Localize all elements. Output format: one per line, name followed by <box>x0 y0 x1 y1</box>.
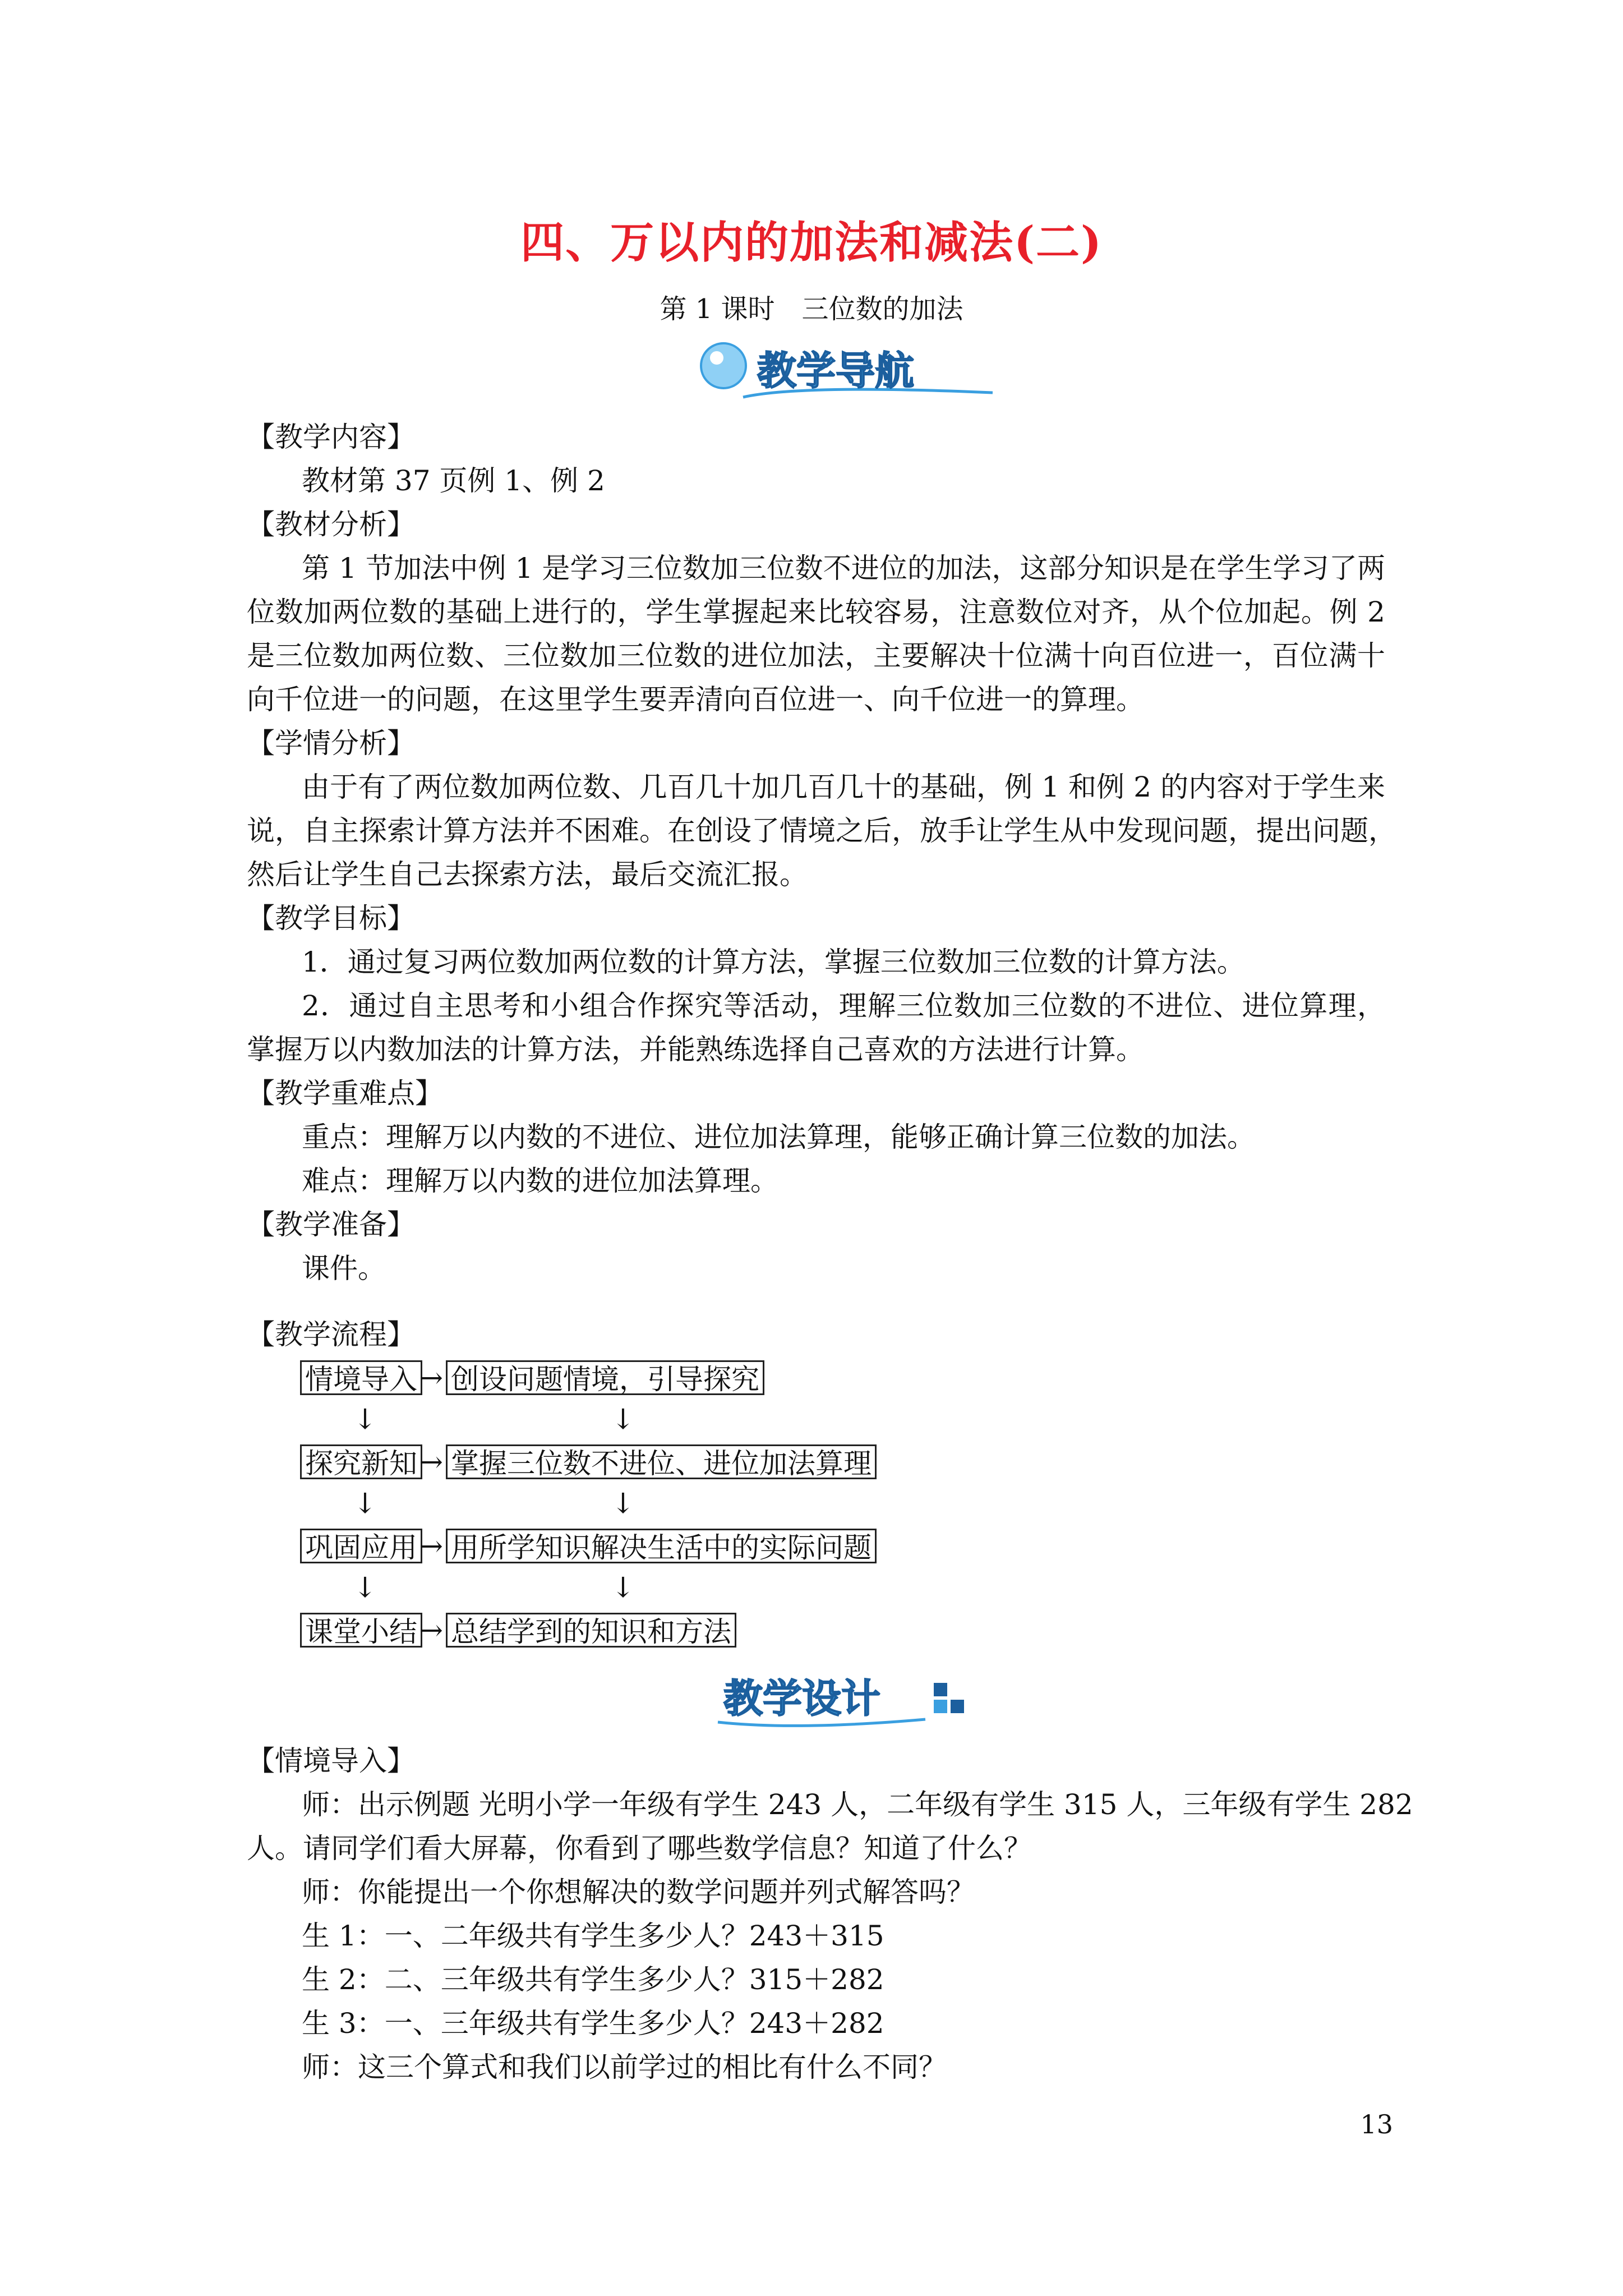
page-title: 四、万以内的加法和减法(二) <box>520 217 1103 268</box>
flow-desc-box: 用所学知识解决生活中的实际问题 <box>446 1529 877 1563</box>
material-line-4: 向千位进一的问题，在这里学生要弄清向百位进一、向千位进一的算理。 <box>247 683 1144 716</box>
heading-goals: 【教学目标】 <box>247 902 415 935</box>
teacher-line-2: 人。请同学们看大屏幕，你看到了哪些数学信息？知道了什么？ <box>247 1832 1032 1865</box>
flow-stage-box: 探究新知 <box>300 1444 422 1479</box>
teacher-line-1: 师：出示例题 光明小学一年级有学生 243 人，二年级有学生 315 人，三年级有学生 282 <box>302 1788 1413 1821</box>
banner-teaching-guide <box>690 331 1004 415</box>
banner-teaching-guide-text: 教学导航 <box>757 348 914 394</box>
student-answer-3: 生 3：一、三年级共有学生多少人？243＋282 <box>302 2007 884 2040</box>
goal-1: 1．通过复习两位数加两位数的计算方法，掌握三位数加三位数的计算方法。 <box>302 946 1245 978</box>
arrow-down-icon: ↓ <box>353 1487 377 1520</box>
heading-key-points: 【教学重难点】 <box>247 1077 443 1110</box>
arrow-down-icon: ↓ <box>611 1571 635 1604</box>
flow-desc-box: 掌握三位数不进位、进位加法算理 <box>446 1444 877 1479</box>
heading-student: 【学情分析】 <box>247 727 415 760</box>
flow-desc-box: 创设问题情境，引导探究 <box>446 1360 764 1395</box>
student-line-2: 说，自主探索计算方法并不困难。在创设了情境之后，放手让学生从中发现问题，提出问题， <box>247 815 1396 847</box>
heading-material: 【教材分析】 <box>247 508 415 541</box>
banner-teaching-guide-graphic <box>690 331 1004 415</box>
arrow-right-icon: → <box>419 1530 443 1562</box>
content-text: 教材第 37 页例 1、例 2 <box>302 464 605 497</box>
heading-preparation: 【教学准备】 <box>247 1208 415 1241</box>
arrow-right-icon: → <box>419 1614 443 1646</box>
preparation-text: 课件。 <box>302 1252 386 1285</box>
arrow-right-icon: → <box>419 1361 443 1394</box>
banner-teaching-design-graphic <box>712 1660 981 1739</box>
arrow-right-icon: → <box>419 1446 443 1478</box>
page-number: 13 <box>1360 2109 1393 2139</box>
lesson-subtitle: 第 1 课时 三位数的加法 <box>660 293 963 325</box>
arrow-down-icon: ↓ <box>611 1487 635 1520</box>
flow-desc-box: 总结学到的知识和方法 <box>446 1613 736 1648</box>
key-point: 重点：理解万以内数的不进位、进位加法算理，能够正确计算三位数的加法。 <box>302 1121 1255 1153</box>
arrow-down-icon: ↓ <box>353 1403 377 1435</box>
student-line-3: 然后让学生自己去探索方法，最后交流汇报。 <box>247 858 808 891</box>
banner-teaching-design <box>712 1660 981 1739</box>
flow-stage-box: 课堂小结 <box>300 1613 422 1648</box>
material-line-1: 第 1 节加法中例 1 是学习三位数加三位数不进位的加法，这部分知识是在学生学习了两 <box>302 552 1385 585</box>
difficult-point: 难点：理解万以内数的进位加法算理。 <box>302 1165 778 1197</box>
arrow-down-icon: ↓ <box>353 1571 377 1604</box>
goal-2-line-2: 掌握万以内数加法的计算方法，并能熟练选择自己喜欢的方法进行计算。 <box>247 1033 1144 1066</box>
goal-2-line-1: 2．通过自主思考和小组合作探究等活动，理解三位数加三位数的不进位、进位算理， <box>302 990 1385 1022</box>
flow-stage-box: 巩固应用 <box>300 1529 422 1563</box>
teacher-question-2: 师：这三个算式和我们以前学过的相比有什么不同？ <box>302 2051 947 2083</box>
heading-situation: 【情境导入】 <box>247 1745 415 1777</box>
student-answer-2: 生 2：二、三年级共有学生多少人？315＋282 <box>302 1963 884 1996</box>
material-line-3: 是三位数加两位数、三位数加三位数的进位加法，主要解决十位满十向百位进一，百位满十 <box>247 639 1385 672</box>
flow-stage-box: 情境导入 <box>300 1360 422 1395</box>
banner-teaching-design-text: 教学设计 <box>723 1676 880 1722</box>
heading-flow: 【教学流程】 <box>247 1318 415 1351</box>
material-line-2: 位数加两位数的基础上进行的，学生掌握起来比较容易，注意数位对齐，从个位加起。例 2 <box>247 596 1385 628</box>
teacher-question: 师：你能提出一个你想解决的数学问题并列式解答吗？ <box>302 1876 975 1908</box>
student-answer-1: 生 1：一、二年级共有学生多少人？243＋315 <box>302 1920 884 1952</box>
arrow-down-icon: ↓ <box>611 1403 635 1435</box>
student-line-1: 由于有了两位数加两位数、几百几十加几百几十的基础，例 1 和例 2 的内容对于学生来 <box>302 771 1385 803</box>
heading-content: 【教学内容】 <box>247 421 415 453</box>
